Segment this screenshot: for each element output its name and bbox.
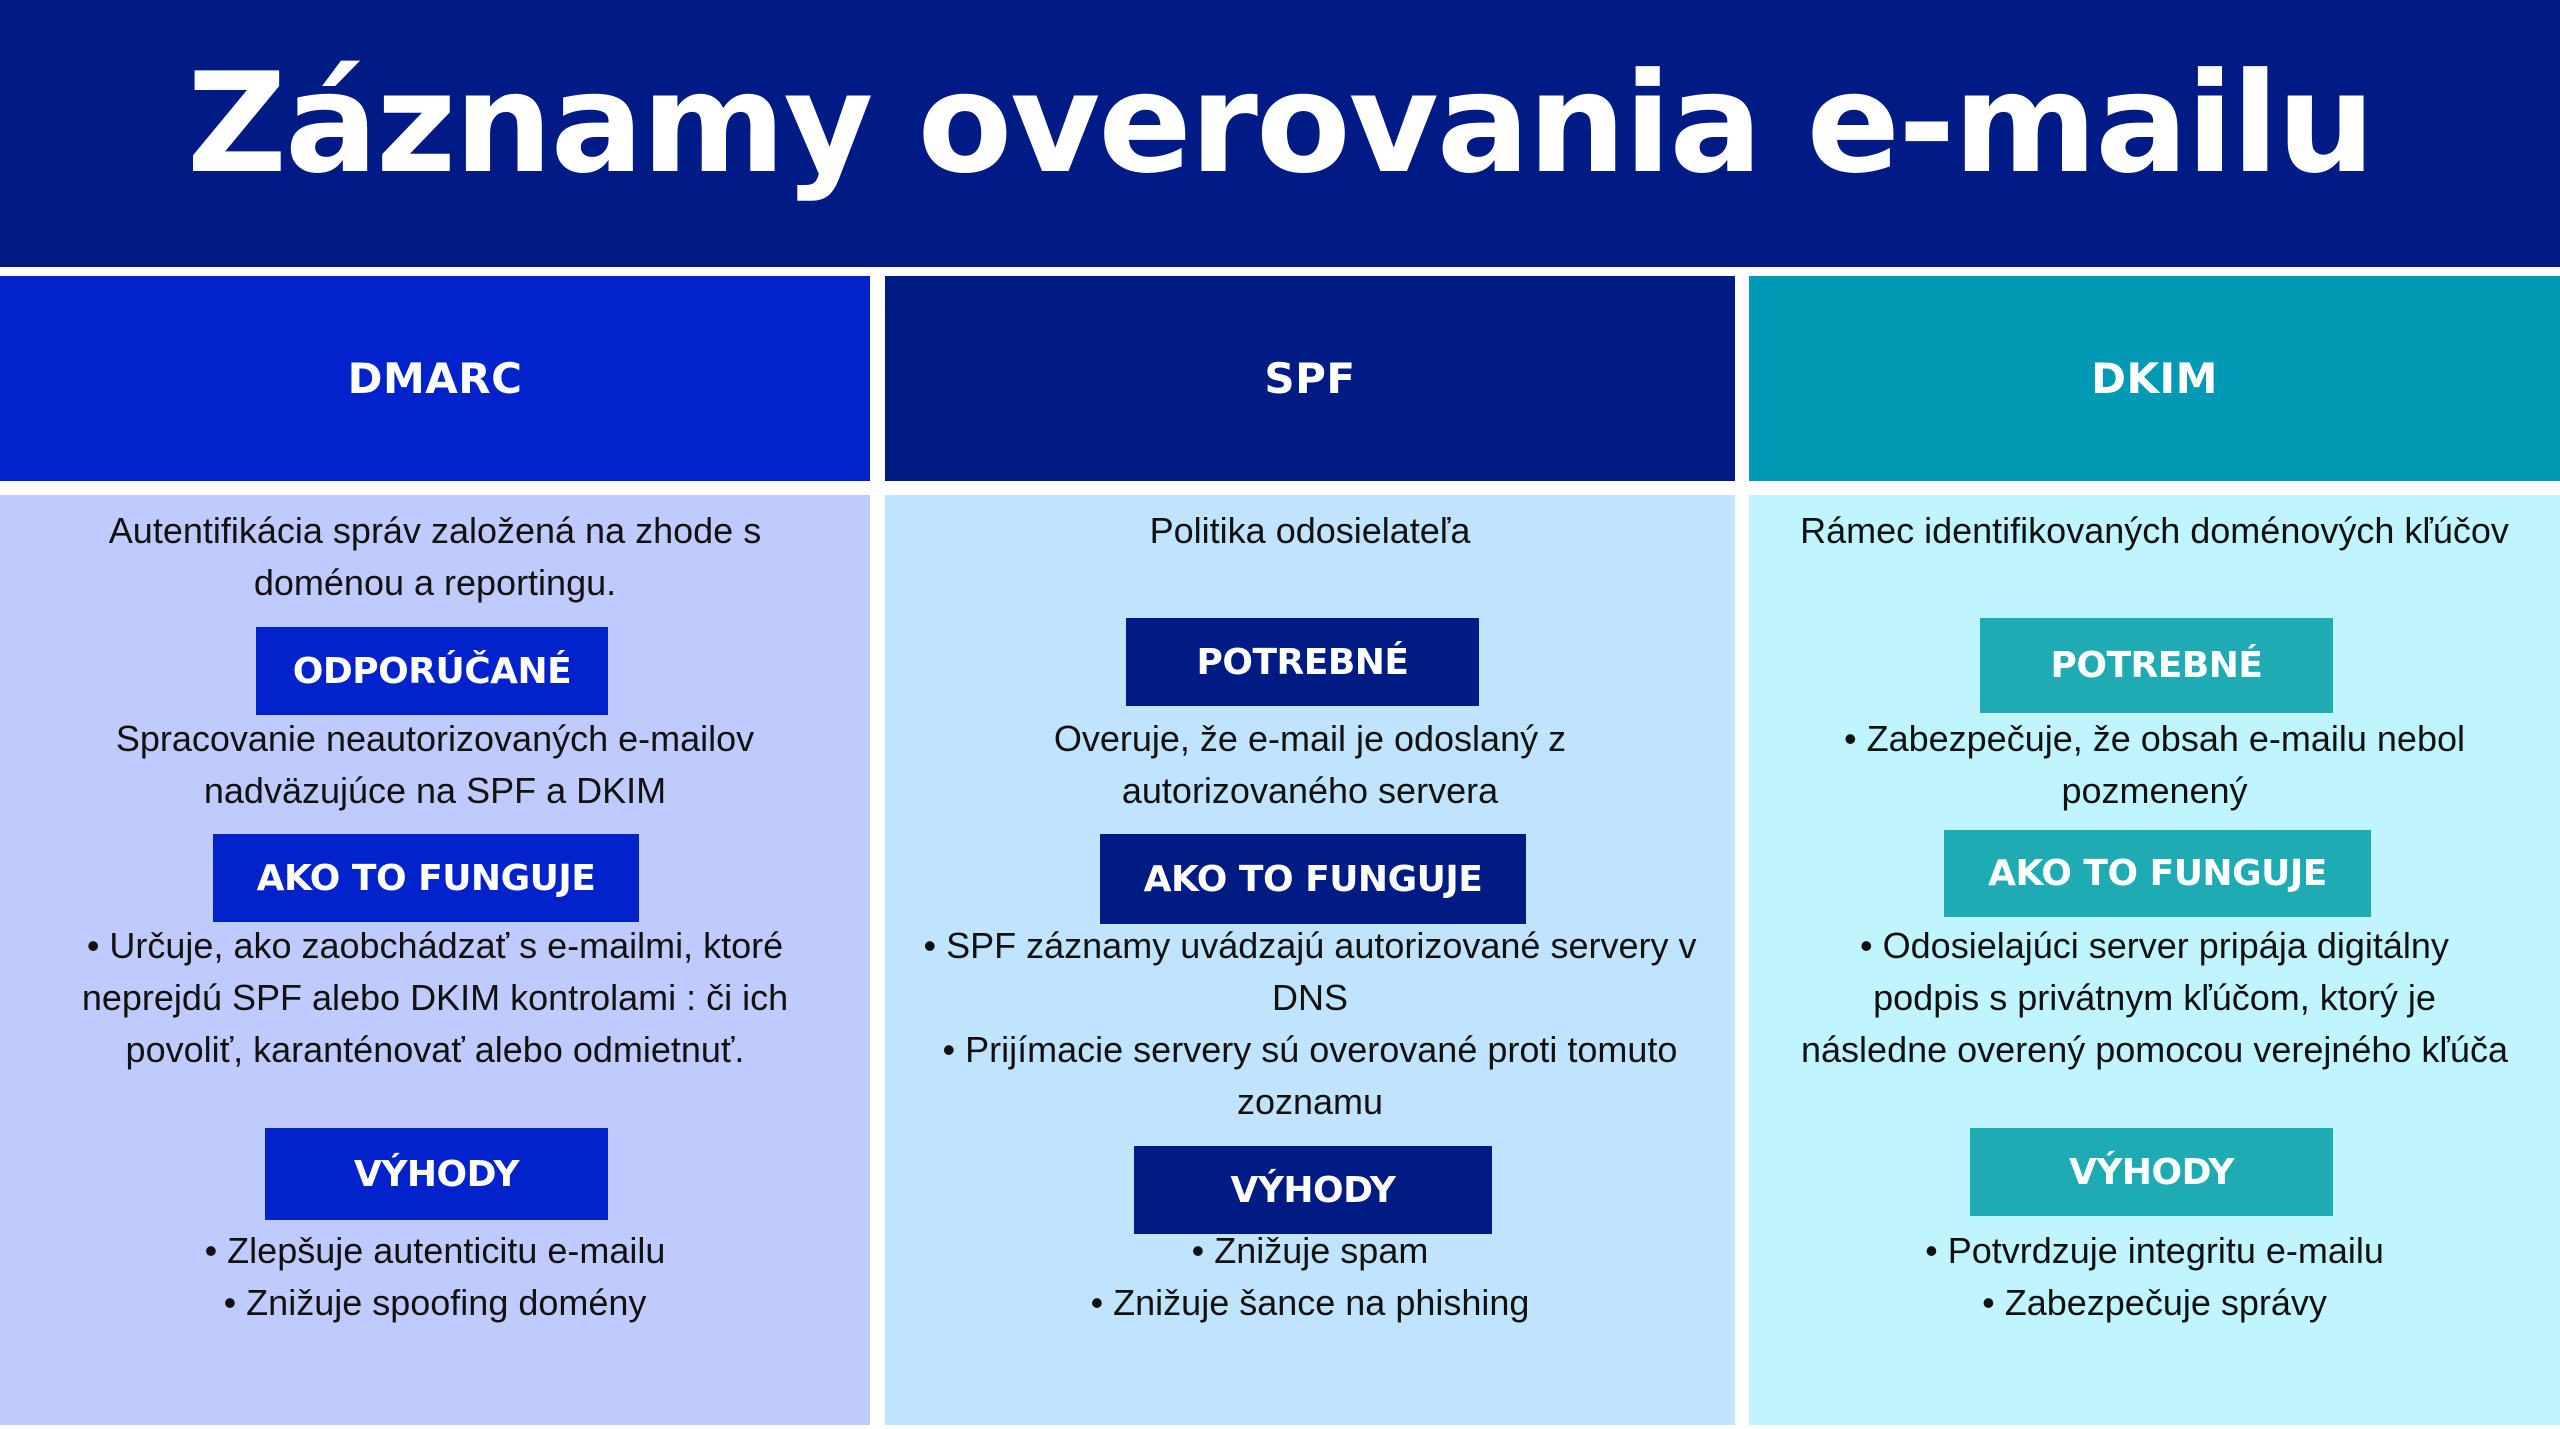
dmarc-how-line: • Určuje, ako zaobchádzať s e-mailmi, ktoré [86, 925, 784, 966]
dkim-header-label: DKIM [2091, 354, 2218, 403]
dkim-status-line: • Zabezpečuje, že obsah e-mailu nebol [1844, 718, 2465, 759]
dmarc-benefit-item: • Zlepšuje autenticitu e-mailu [204, 1230, 666, 1271]
spf-how-badge-label: AKO TO FUNGUJE [1143, 858, 1483, 900]
spf-description [885, 505, 1735, 557]
dkim-status-text [1749, 713, 2560, 817]
dkim-panel [1749, 495, 2560, 1425]
dmarc-benefits-badge [265, 1128, 608, 1220]
spf-how-line: zoznamu [1236, 1081, 1384, 1122]
spf-status-badge-label: POTREBNÉ [1196, 641, 1409, 683]
dmarc-benefits-list [0, 1225, 870, 1329]
dkim-how-badge [1944, 830, 2371, 917]
spf-header-label: SPF [1264, 354, 1356, 403]
dkim-status-line: pozmenený [2061, 770, 2248, 811]
dmarc-description [0, 505, 870, 609]
spf-benefits-badge [1134, 1146, 1492, 1234]
dmarc-how-badge [213, 834, 639, 922]
dkim-description [1749, 505, 2560, 557]
spf-header [885, 276, 1735, 481]
spf-status-line: autorizovaného servera [1121, 770, 1499, 811]
spf-status-badge [1126, 618, 1479, 706]
dmarc-benefit-item: • Znižuje spoofing domény [223, 1282, 647, 1323]
dmarc-how-line: povoliť, karanténovať alebo odmietnuť. [125, 1029, 745, 1070]
dkim-header [1749, 276, 2560, 481]
spf-how-line: • SPF záznamy uvádzajú autorizované servery v [923, 925, 1697, 966]
dmarc-panel [0, 495, 870, 1425]
dmarc-description-line: Autentifikácia správ založená na zhode s [108, 510, 762, 551]
spf-description-line: Politika odosielateľa [1149, 510, 1471, 551]
dkim-benefit-item: • Zabezpečuje správy [1982, 1282, 2327, 1323]
dkim-benefit-item: • Potvrdzuje integritu e-mailu [1925, 1230, 2384, 1271]
dmarc-status-text [0, 713, 870, 817]
spf-status-text [885, 713, 1735, 817]
spf-benefits-badge-label: VÝHODY [1230, 1169, 1396, 1211]
dkim-how-line: podpis s privátnym kľúčom, ktorý je [1873, 977, 2436, 1018]
title-banner [0, 0, 2560, 267]
spf-benefit-item: • Znižuje spam [1191, 1230, 1429, 1271]
spf-status-line: Overuje, že e-mail je odoslaný z [1053, 718, 1567, 759]
spf-benefits-list [885, 1225, 1735, 1329]
dmarc-status-line: Spracovanie neautorizovaných e-mailov [115, 718, 755, 759]
spf-how-line: • Prijímacie servery sú overované proti tomuto [942, 1029, 1678, 1070]
spf-how-line: DNS [1271, 977, 1348, 1018]
page-title: Záznamy overovania e-mailu [186, 42, 2374, 204]
dmarc-how-line: neprejdú SPF alebo DKIM kontrolami : či ich [81, 977, 789, 1018]
dkim-status-badge-label: POTREBNÉ [2050, 645, 2263, 686]
dmarc-status-badge-label: ODPORÚČANÉ [292, 650, 572, 692]
dmarc-status-badge [256, 627, 608, 715]
dkim-benefits-list [1749, 1225, 2560, 1329]
dmarc-description-line: doménou a reportingu. [253, 562, 617, 603]
dkim-description-line: Rámec identifikovaných doménových kľúčov [1800, 510, 2509, 551]
dmarc-header [0, 276, 870, 481]
dkim-benefits-badge-label: VÝHODY [2069, 1151, 2234, 1193]
dmarc-status-line: nadväzujúce na SPF a DKIM [203, 770, 667, 811]
dkim-how-text [1749, 920, 2560, 1076]
dkim-how-line: následne overený pomocou verejného kľúča [1801, 1029, 2508, 1070]
dmarc-how-text [0, 920, 870, 1076]
dmarc-header-label: DMARC [347, 354, 523, 403]
spf-panel [885, 495, 1735, 1425]
spf-how-badge [1100, 834, 1526, 924]
dkim-status-badge [1980, 618, 2333, 713]
spf-benefit-item: • Znižuje šance na phishing [1090, 1282, 1530, 1323]
dmarc-benefits-badge-label: VÝHODY [354, 1153, 519, 1195]
spf-how-text [885, 920, 1735, 1128]
dkim-how-line: • Odosielajúci server pripája digitálny [1860, 925, 2449, 966]
dkim-benefits-badge [1970, 1128, 2333, 1216]
dkim-how-badge-label: AKO TO FUNGUJE [1988, 853, 2327, 894]
dmarc-how-badge-label: AKO TO FUNGUJE [256, 857, 596, 899]
